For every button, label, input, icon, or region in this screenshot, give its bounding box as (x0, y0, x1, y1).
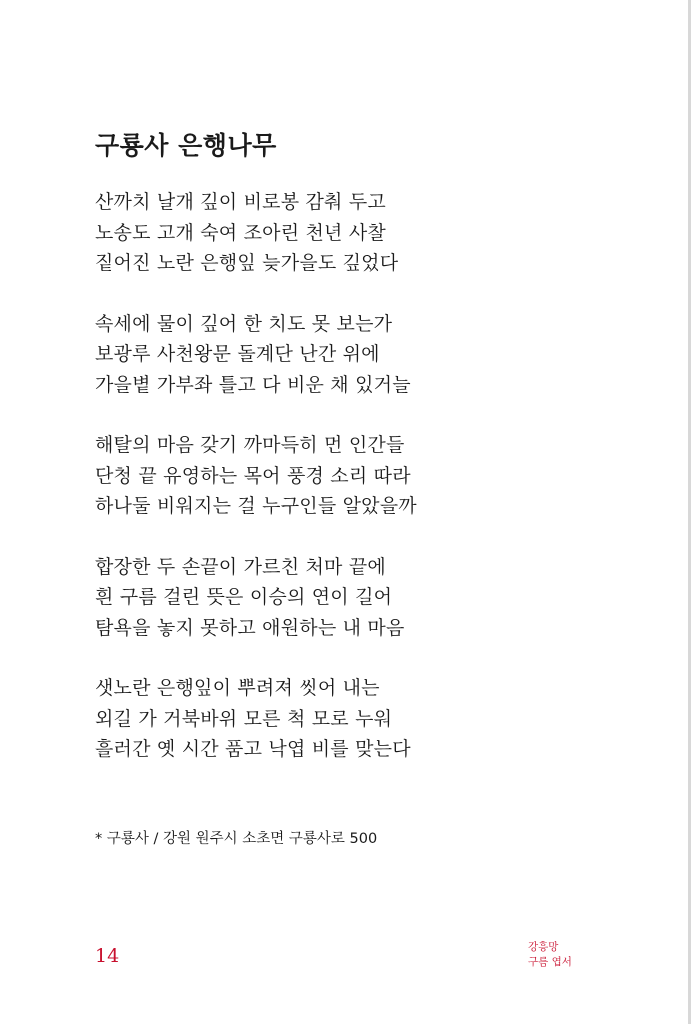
poem-line: 해탈의 마음 갖기 까마득히 먼 인간들 (95, 434, 405, 456)
book-title: 구름 엽서 (528, 956, 572, 968)
poem-line: 흘러간 옛 시간 품고 낙엽 비를 맞는다 (95, 738, 411, 760)
poem-stanza-2 (95, 309, 675, 401)
page-number: 14 (95, 945, 120, 967)
poem-stanza-4 (95, 552, 675, 644)
poem-line: 샛노란 은행잎이 뿌려져 씻어 내는 (95, 677, 380, 699)
poem-line: 속세에 물이 깊어 한 치도 못 보는가 (95, 312, 393, 335)
poem-stanza-5 (95, 673, 675, 765)
poem-line: 흰 구름 걸린 뜻은 이승의 연이 길어 (95, 586, 393, 608)
poem-line: 탐욕을 놓지 못하고 애원하는 내 마음 (95, 616, 405, 639)
poem-line: 단청 끝 유영하는 목어 풍경 소리 따라 (95, 464, 411, 487)
poem-line: 하나둘 비워지는 걸 누구인들 알았을까 (95, 495, 417, 517)
poem-line: 합장한 두 손끝이 가르친 처마 끝에 (95, 555, 386, 578)
poem-stanza-1 (95, 187, 675, 279)
running-footer (528, 940, 572, 970)
footnote: * 구룡사 / 강원 원주시 소초면 구룡사로 500 (95, 831, 378, 847)
poem-body (95, 187, 675, 795)
poem-title: 구룡사 은행나무 (95, 130, 277, 160)
book-author: 강흥망 (528, 941, 559, 953)
poem-line: 가을볕 가부좌 틀고 다 비운 채 있거늘 (95, 373, 411, 396)
poem-line: 노송도 고개 숙여 조아린 천년 사찰 (95, 221, 386, 244)
poem-stanza-3 (95, 430, 675, 522)
poem-line: 짙어진 노란 은행잎 늦가을도 깊었다 (95, 252, 399, 274)
poem-line: 보광루 사천왕문 돌계단 난간 위에 (95, 343, 380, 365)
poem-line: 산까치 날개 깊이 비로봉 감춰 두고 (95, 191, 386, 213)
poem-line: 외길 가 거북바위 모른 척 모로 누워 (95, 707, 393, 730)
